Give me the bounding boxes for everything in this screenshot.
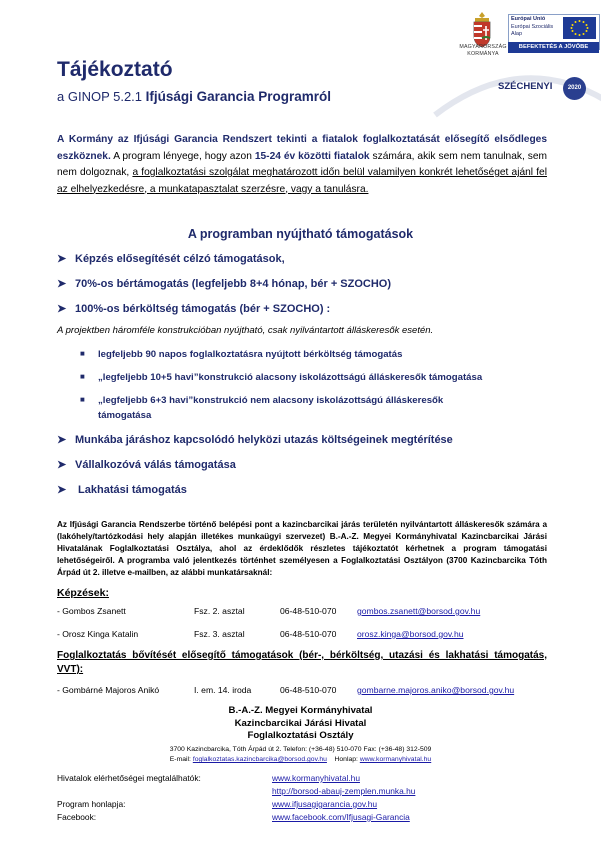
bullet-text: Képzés elősegítését célzó támogatások, xyxy=(75,253,285,265)
contacts-heading: Képzések: xyxy=(57,587,109,599)
bullet-entrepreneur xyxy=(57,458,236,471)
contact-email-link[interactable]: gombarne.majoros.aniko@borsod.gov.hu xyxy=(357,685,515,695)
intro-text-b: számára, akik sem nem tanulnak, sem nem dolgoznak, xyxy=(57,150,547,178)
intro-paragraph xyxy=(57,132,547,198)
bullet-text: 70%-os bértámogatás (legfeljebb 8+4 hónap, bér + SZOCHO) xyxy=(75,278,392,290)
section-title: A programban nyújtható támogatások xyxy=(187,227,414,241)
sub-bullet-10-5 xyxy=(80,372,482,383)
arrow-bullet-icon: ➤ xyxy=(57,484,67,496)
sub-bullet-6-3 xyxy=(80,395,443,406)
office-address: 3700 Kazincbarcika, Tóth Árpád út 2. Telefon: (+36-48) 510-070 Fax: (+36-48) 312-509 xyxy=(169,746,432,753)
intro-underlined: a foglalkoztatási szolgálat meghatározott időn belül valamilyen konkrét lehetőséget ajánl fel az elhelyezkedésre, a munkatapasztalat szerzésre, vagy a tanulásra. xyxy=(57,167,547,195)
office-web-link[interactable]: www.kormanyhivatal.hu xyxy=(359,756,432,763)
office-line3: Foglalkoztatási Osztály xyxy=(247,730,354,741)
square-bullet-icon: ■ xyxy=(80,395,85,404)
square-bullet-icon: ■ xyxy=(80,349,85,358)
arrow-bullet-icon: ➤ xyxy=(57,253,67,265)
page-subtitle xyxy=(57,89,331,104)
office-line2: Kazincbarcikai Járási Hivatal xyxy=(234,717,367,729)
sub-bullet-90-days xyxy=(80,349,402,360)
arrow-bullet-icon: ➤ xyxy=(57,434,67,446)
contact-email-link[interactable]: gombos.zsanett@borsod.gov.hu xyxy=(357,606,481,616)
contact-phone: 06-48-510-070 xyxy=(280,629,337,639)
bullet-wage-70 xyxy=(57,277,391,290)
intro-age-range: 15-24 év közötti fiatalok xyxy=(254,150,370,162)
bullet-training xyxy=(57,252,285,265)
hungary-logo-line2: KORMÁNYA xyxy=(467,50,499,57)
contact-room: Fsz. 2. asztal xyxy=(194,606,245,616)
facebook-label: Facebook: xyxy=(57,812,97,822)
sub-bullet-text: legfeljebb 90 napos foglalkoztatásra nyújtott bérköltség támogatás xyxy=(98,349,403,360)
bullet-text: 100%-os bérköltség támogatás (bér + SZOCHO) : xyxy=(75,303,331,315)
intro-text-a: A program lényege, hogy azon xyxy=(110,150,255,162)
bullet-text: Lakhatási támogatás xyxy=(75,484,187,496)
szechenyi-year-badge: 2020 xyxy=(563,77,586,100)
offices-label: Hivatalok elérhetőségei megtalálhatók: xyxy=(57,773,201,783)
bullet-wage-100 xyxy=(57,302,330,315)
eu-line1: Európai Unió xyxy=(511,16,546,22)
square-bullet-icon: ■ xyxy=(80,372,85,381)
sub-bullet-text: „legfeljebb 6+3 havi”konstrukció nem alacsony iskolázottságú álláskeresők xyxy=(98,395,444,406)
contact-email-link[interactable]: orosz.kinga@borsod.gov.hu xyxy=(357,629,464,639)
sub-bullet-6-3-cont: támogatása xyxy=(98,410,152,421)
office-block xyxy=(0,705,601,743)
page-title: Tájékoztató xyxy=(57,58,173,81)
eu-flag-icon xyxy=(563,17,596,39)
web-label: Honlap: xyxy=(334,756,358,763)
bullet-text: Munkába járáshoz kapcsolódó helyközi utazás költségeinek megtérítése xyxy=(75,434,453,446)
contact-phone: 06-48-510-070 xyxy=(280,606,337,616)
office-line1: B.-A.-Z. Megyei Kormányhivatal xyxy=(228,705,373,716)
office-email-link[interactable]: foglalkoztatas.kazincbarcika@borsod.gov.hu xyxy=(192,756,327,763)
contact-name: - Gombárné Majoros Anikó xyxy=(57,685,160,695)
contact-name: - Orosz Kinga Katalin xyxy=(57,629,139,639)
contact-phone: 06-48-510-070 xyxy=(280,685,337,695)
arrow-bullet-icon: ➤ xyxy=(57,278,67,290)
program-link[interactable]: www.ifjusagigarancia.gov.hu xyxy=(272,799,378,809)
eu-logo-text xyxy=(511,16,553,39)
intro-lead: A Kormány az Ifjúsági Garancia Rendszert tekinti a fiatalok foglalkoztatását elősegítő elsődleges eszköznek. xyxy=(57,134,547,162)
subtitle-prefix: a GINOP 5.2.1 xyxy=(57,89,143,104)
offices-link-1[interactable]: www.kormanyhivatal.hu xyxy=(272,773,360,783)
contact-room: I. em. 14. iroda xyxy=(194,685,252,695)
sub-bullet-text: „legfeljebb 10+5 havi”konstrukció alacsony iskolázottságú álláskeresők támogatása xyxy=(98,372,483,383)
bullet-housing xyxy=(57,483,187,496)
facebook-link[interactable]: www.facebook.com/Ifjusagi-Garancia xyxy=(272,812,410,822)
info-paragraph: Az Ifjúsági Garancia Rendszerbe történő belépési pont a kazincbarcikai járás területén nyilvántartott álláskeresők számára a (lakóhely/tartózkodási hely alapján illetékes munkaügyi szervezet) B.-A.-Z. Megyei Kormányhivatal Kazincbarcikai Járási Hivatalának Foglalkoztatási Osztálya, ahol az érdeklődők részletes tájékoztatót kérhetnek a program támogatási lehetőségeiről. A programba való jelentkezés történhet személyesen a Foglalkoztatási Osztályon (3700 Kazincbarcika Tóth Árpád út 2. illetve e-mailben, az alábbi munkatársaknál: xyxy=(57,520,547,577)
construction-note: A projektben háromféle konstrukcióban nyújtható, csak nyilvántartott álláskeresők esetén. xyxy=(57,325,434,336)
contact-name: - Gombos Zsanett xyxy=(57,606,126,616)
program-label: Program honlapja: xyxy=(57,799,126,809)
arrow-bullet-icon: ➤ xyxy=(57,303,67,315)
subtitle-program: Ifjúsági Garancia Programról xyxy=(145,89,331,104)
hungary-logo-line1: MAGYARORSZÁG xyxy=(459,44,507,50)
offices-link-2[interactable]: http://borsod-abauj-zemplen.munka.hu xyxy=(272,786,416,796)
office-contact-line xyxy=(0,755,601,765)
contact-room: Fsz. 3. asztal xyxy=(194,629,245,639)
eu-line2: Európai Szociális xyxy=(511,23,554,30)
bullet-travel xyxy=(57,433,453,446)
szechenyi-logo: SZÉCHENYI xyxy=(498,81,553,92)
bullet-text: Vállalkozóvá válás támogatása xyxy=(75,459,236,471)
eu-banner: BEFEKTETÉS A JÖVŐBE xyxy=(508,42,599,53)
email-label: E-mail: xyxy=(169,756,191,763)
arrow-bullet-icon: ➤ xyxy=(57,459,67,471)
eu-line3: Alap xyxy=(511,31,523,37)
support-heading: Foglalkoztatás bővítését elősegítő támogatások (bér-, bérköltség, utazási és lakhatási támogatás, VVT): xyxy=(57,650,547,675)
